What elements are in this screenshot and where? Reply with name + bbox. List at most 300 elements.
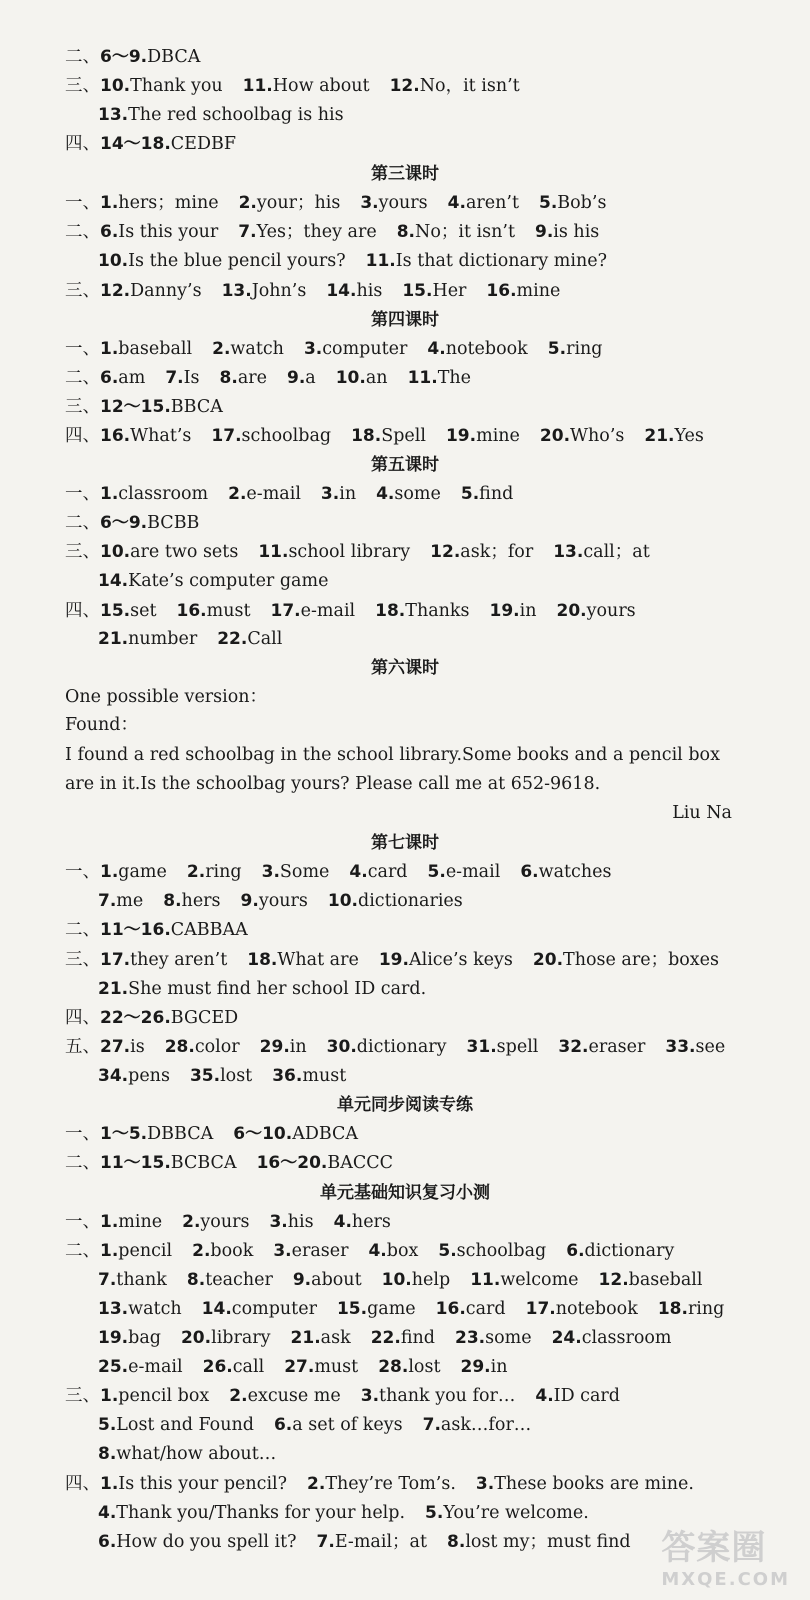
answer-text: bag bbox=[128, 1328, 161, 1348]
answer-line bbox=[65, 1152, 393, 1174]
answer-text: BCBCA bbox=[170, 1153, 237, 1173]
item-number: 13. bbox=[98, 1299, 129, 1319]
item-number: 16. bbox=[176, 601, 207, 621]
item-number: 5. bbox=[425, 1503, 444, 1523]
item-number: 9. bbox=[292, 1270, 312, 1290]
answer-text: e-mail bbox=[246, 484, 301, 504]
answer-text: color bbox=[194, 1037, 240, 1057]
item-number: 8. bbox=[163, 891, 182, 911]
item-number: 21. bbox=[98, 979, 129, 999]
answer-text: ask；for bbox=[460, 542, 534, 562]
item-number: 11～16. bbox=[100, 920, 171, 940]
answer-text: must bbox=[314, 1357, 359, 1377]
answer-text: set bbox=[130, 601, 157, 621]
answer-text: an bbox=[365, 368, 388, 388]
item-number: 28. bbox=[378, 1357, 409, 1377]
item-number: 5. bbox=[460, 484, 480, 504]
section-marker: 二、 bbox=[65, 368, 100, 388]
section-heading: 第三课时 bbox=[371, 164, 439, 184]
answer-text: Those are；boxes bbox=[563, 950, 720, 970]
answer-text: They’re Tom’s. bbox=[325, 1474, 456, 1494]
answer-line bbox=[65, 338, 603, 360]
item-number: 12. bbox=[430, 542, 461, 562]
section-marker: 三、 bbox=[65, 542, 100, 562]
item-number: 19. bbox=[489, 601, 520, 621]
item-number: 9. bbox=[534, 222, 554, 242]
answer-text: John’s bbox=[251, 281, 307, 301]
answer-text: pencil box bbox=[118, 1386, 210, 1406]
answer-line bbox=[98, 1414, 531, 1436]
item-number: 19. bbox=[98, 1328, 129, 1348]
section-marker: 二、 bbox=[65, 1241, 100, 1261]
answer-text: The red schoolbag is his bbox=[128, 105, 344, 125]
answer-line bbox=[65, 1007, 238, 1029]
answer-text: CABBAA bbox=[170, 920, 248, 940]
item-number: 13. bbox=[98, 105, 129, 125]
answer-text: in bbox=[519, 601, 537, 621]
section-marker: 三、 bbox=[65, 950, 100, 970]
item-number: 17. bbox=[525, 1299, 556, 1319]
item-number: 11～15. bbox=[100, 1153, 171, 1173]
answer-line bbox=[98, 104, 344, 126]
answer-text: thank you for… bbox=[379, 1386, 516, 1406]
item-number: 17. bbox=[211, 426, 242, 446]
item-number: 33. bbox=[665, 1037, 696, 1057]
item-number: 8. bbox=[396, 222, 415, 242]
answer-text: The bbox=[437, 368, 471, 388]
item-number: 4. bbox=[376, 484, 395, 504]
answer-line bbox=[65, 483, 513, 505]
answer-text: must bbox=[302, 1066, 347, 1086]
item-number: 5. bbox=[547, 339, 567, 359]
section-marker: 二、 bbox=[65, 222, 100, 242]
item-number: 6. bbox=[100, 368, 119, 388]
paragraph-line: Found： bbox=[65, 715, 138, 735]
answer-text: Spell bbox=[381, 426, 426, 446]
item-number: 27. bbox=[100, 1037, 131, 1057]
item-number: 9. bbox=[240, 891, 259, 911]
answer-text: card bbox=[367, 862, 408, 882]
item-number: 6～10. bbox=[233, 1124, 293, 1144]
item-number: 27. bbox=[284, 1357, 315, 1377]
answer-text: spell bbox=[496, 1037, 539, 1057]
item-number: 13. bbox=[221, 281, 252, 301]
answer-text: hers bbox=[351, 1212, 391, 1232]
answer-text: your；his bbox=[256, 193, 341, 213]
answer-text: schoolbag bbox=[456, 1241, 547, 1261]
item-number: 3. bbox=[360, 1386, 380, 1406]
answer-line bbox=[98, 1356, 507, 1378]
item-number: 1. bbox=[100, 1386, 119, 1406]
answer-line bbox=[98, 1502, 589, 1524]
item-number: 7. bbox=[165, 368, 184, 388]
answer-text: baseball bbox=[628, 1270, 703, 1290]
answer-text: CEDBF bbox=[170, 134, 236, 154]
item-number: 5. bbox=[438, 1241, 457, 1261]
paragraph-line: One possible version： bbox=[65, 687, 268, 707]
watermark-logo: 答案圈 MXQE.COM bbox=[661, 1528, 790, 1590]
item-number: 4. bbox=[333, 1212, 352, 1232]
answer-text: ring bbox=[205, 862, 242, 882]
answer-text: game bbox=[118, 862, 167, 882]
answer-text: No；it isn’t bbox=[415, 222, 515, 242]
item-number: 3. bbox=[269, 1212, 288, 1232]
section-heading: 单元同步阅读专练 bbox=[337, 1095, 473, 1115]
item-number: 6. bbox=[273, 1415, 293, 1435]
item-number: 8. bbox=[98, 1444, 117, 1464]
item-number: 5. bbox=[538, 193, 558, 213]
item-number: 3. bbox=[273, 1241, 292, 1261]
answer-text: library bbox=[211, 1328, 271, 1348]
answer-text: Is that dictionary mine? bbox=[395, 251, 608, 271]
item-number: 4. bbox=[98, 1503, 117, 1523]
item-number: 24. bbox=[551, 1328, 582, 1348]
item-number: 18. bbox=[657, 1299, 688, 1319]
answer-text: number bbox=[128, 629, 198, 649]
item-number: 20. bbox=[539, 426, 571, 446]
item-number: 19. bbox=[378, 950, 409, 970]
answer-text: thank bbox=[116, 1270, 167, 1290]
answer-text: Bob’s bbox=[557, 193, 607, 213]
item-number: 6. bbox=[98, 1532, 117, 1552]
section-marker: 四、 bbox=[65, 1474, 100, 1494]
paragraph-line: I found a red schoolbag in the school library.Some books and a pencil box bbox=[65, 745, 720, 765]
item-number: 28. bbox=[164, 1037, 195, 1057]
answer-text: notebook bbox=[445, 339, 528, 359]
item-number: 6～9. bbox=[100, 47, 148, 67]
answer-text: DBCA bbox=[147, 47, 201, 67]
item-number: 29. bbox=[259, 1037, 290, 1057]
item-number: 15. bbox=[100, 601, 131, 621]
answer-line bbox=[98, 628, 282, 650]
item-number: 14～18. bbox=[100, 134, 171, 154]
answer-text: is his bbox=[553, 222, 600, 242]
answer-text: hers；mine bbox=[118, 193, 219, 213]
answer-text: Some bbox=[279, 862, 330, 882]
answer-text: help bbox=[411, 1270, 451, 1290]
section-marker: 一、 bbox=[65, 1124, 100, 1144]
item-number: 32. bbox=[558, 1037, 589, 1057]
item-number: 2. bbox=[307, 1474, 326, 1494]
item-number: 16. bbox=[100, 426, 131, 446]
answer-text: baseball bbox=[118, 339, 193, 359]
answer-text: ask…for… bbox=[440, 1415, 532, 1435]
answer-text: classroom bbox=[581, 1328, 672, 1348]
answer-text: school library bbox=[288, 542, 411, 562]
answer-text: watches bbox=[538, 862, 612, 882]
item-number: 2. bbox=[192, 1241, 211, 1261]
answer-line bbox=[98, 1531, 631, 1553]
item-number: 20. bbox=[532, 950, 564, 970]
item-number: 14. bbox=[201, 1299, 232, 1319]
item-number: 15. bbox=[402, 281, 433, 301]
answer-line bbox=[65, 192, 606, 214]
item-number: 16～20. bbox=[256, 1153, 328, 1173]
item-number: 8. bbox=[186, 1270, 206, 1290]
section-marker: 三、 bbox=[65, 76, 100, 96]
answer-text: lost bbox=[220, 1066, 253, 1086]
item-number: 1～5. bbox=[100, 1124, 148, 1144]
section-marker: 一、 bbox=[65, 862, 100, 882]
item-number: 1. bbox=[100, 1212, 119, 1232]
answer-text: what/how about… bbox=[116, 1444, 277, 1464]
item-number: 2. bbox=[186, 862, 206, 882]
signature: Liu Na bbox=[672, 803, 732, 823]
answer-line bbox=[65, 541, 650, 563]
item-number: 6. bbox=[566, 1241, 585, 1261]
item-number: 4. bbox=[447, 193, 466, 213]
answer-text: pens bbox=[128, 1066, 170, 1086]
item-number: 12～15. bbox=[100, 397, 171, 417]
answer-text: ring bbox=[566, 339, 603, 359]
section-heading: 第六课时 bbox=[371, 658, 439, 678]
answer-text: teacher bbox=[205, 1270, 273, 1290]
section-marker: 三、 bbox=[65, 397, 100, 417]
section-marker: 五、 bbox=[65, 1037, 100, 1057]
item-number: 18. bbox=[375, 601, 406, 621]
answer-line bbox=[65, 1240, 674, 1262]
item-number: 6. bbox=[100, 222, 119, 242]
item-number: 3. bbox=[475, 1474, 495, 1494]
item-number: 10. bbox=[100, 76, 131, 96]
item-number: 8. bbox=[447, 1532, 466, 1552]
item-number: 10. bbox=[381, 1270, 412, 1290]
item-number: 7. bbox=[98, 891, 117, 911]
answer-line bbox=[65, 425, 704, 447]
answer-text: mine bbox=[516, 281, 561, 301]
answer-text: Call bbox=[247, 629, 283, 649]
item-number: 17. bbox=[100, 950, 131, 970]
item-number: 1. bbox=[100, 193, 119, 213]
answer-text: dictionary bbox=[356, 1037, 447, 1057]
answer-text: lost my；must find bbox=[465, 1532, 631, 1552]
answer-text: find bbox=[400, 1328, 435, 1348]
answer-line bbox=[65, 1211, 391, 1233]
item-number: 4. bbox=[427, 339, 446, 359]
answer-text: eraser bbox=[588, 1037, 646, 1057]
section-marker: 一、 bbox=[65, 339, 100, 359]
answer-text: box bbox=[386, 1241, 419, 1261]
item-number: 21. bbox=[644, 426, 675, 446]
item-number: 18. bbox=[351, 426, 382, 446]
section-marker: 四、 bbox=[65, 426, 100, 446]
answer-text: yours bbox=[586, 601, 636, 621]
answer-text: Who’s bbox=[570, 426, 625, 446]
item-number: 9. bbox=[286, 368, 306, 388]
item-number: 1. bbox=[100, 339, 119, 359]
item-number: 1. bbox=[100, 1241, 119, 1261]
answer-text: Thanks bbox=[405, 601, 470, 621]
answer-text: What are bbox=[277, 950, 359, 970]
answer-line bbox=[65, 1473, 694, 1495]
answer-text: book bbox=[210, 1241, 254, 1261]
item-number: 12. bbox=[389, 76, 420, 96]
section-marker: 三、 bbox=[65, 281, 100, 301]
answer-line bbox=[65, 919, 248, 941]
item-number: 3. bbox=[303, 339, 323, 359]
item-number: 12. bbox=[598, 1270, 629, 1290]
answer-text: in bbox=[490, 1357, 508, 1377]
item-number: 19. bbox=[445, 426, 477, 446]
answer-text: Yes bbox=[674, 426, 704, 446]
item-number: 10. bbox=[100, 542, 131, 562]
answer-text: call；at bbox=[583, 542, 650, 562]
item-number: 31. bbox=[466, 1037, 497, 1057]
item-number: 2. bbox=[228, 484, 247, 504]
answer-line bbox=[98, 250, 607, 272]
section-marker: 三、 bbox=[65, 1386, 100, 1406]
answer-line bbox=[98, 1065, 346, 1087]
answer-text: schoolbag bbox=[241, 426, 332, 446]
answer-text: Lost and Found bbox=[116, 1415, 254, 1435]
item-number: 20. bbox=[180, 1328, 212, 1348]
item-number: 16. bbox=[486, 281, 517, 301]
answer-line bbox=[65, 949, 719, 971]
item-number: 22. bbox=[370, 1328, 401, 1348]
item-number: 5. bbox=[427, 862, 446, 882]
item-number: 34. bbox=[98, 1066, 129, 1086]
answer-line bbox=[98, 1269, 702, 1291]
section-heading: 第四课时 bbox=[371, 310, 439, 330]
answer-text: Is bbox=[183, 368, 200, 388]
answer-line bbox=[65, 512, 199, 534]
answer-text: about bbox=[311, 1270, 362, 1290]
section-marker: 一、 bbox=[65, 484, 100, 504]
item-number: 15. bbox=[336, 1299, 368, 1319]
answer-line bbox=[98, 978, 426, 1000]
answer-text: Yes；they are bbox=[256, 222, 377, 242]
answer-line bbox=[65, 396, 223, 418]
answer-text: am bbox=[118, 368, 146, 388]
section-marker: 四、 bbox=[65, 134, 100, 154]
answer-line bbox=[65, 46, 200, 68]
answer-text: Thank you/Thanks for your help. bbox=[116, 1503, 406, 1523]
answer-text: Is the blue pencil yours? bbox=[128, 251, 346, 271]
item-number: 2. bbox=[182, 1212, 201, 1232]
item-number: 3. bbox=[360, 193, 379, 213]
answer-text: You’re welcome. bbox=[443, 1503, 589, 1523]
item-number: 8. bbox=[219, 368, 238, 388]
answer-text: pencil bbox=[118, 1241, 173, 1261]
answer-line bbox=[65, 75, 520, 97]
answer-text: excuse me bbox=[247, 1386, 341, 1406]
item-number: 14. bbox=[98, 571, 129, 591]
answer-text: ask bbox=[320, 1328, 351, 1348]
answer-line bbox=[65, 221, 599, 243]
item-number: 22. bbox=[217, 629, 248, 649]
answer-line bbox=[98, 1327, 672, 1349]
item-number: 18. bbox=[247, 950, 278, 970]
answer-line bbox=[65, 1123, 358, 1145]
answer-text: a set of keys bbox=[292, 1415, 403, 1435]
item-number: 17. bbox=[270, 601, 301, 621]
answer-text: classroom bbox=[118, 484, 209, 504]
answer-text: find bbox=[479, 484, 514, 504]
answer-text: computer bbox=[322, 339, 408, 359]
answer-line bbox=[98, 570, 328, 592]
section-marker: 四、 bbox=[65, 601, 100, 621]
item-number: 11. bbox=[258, 542, 289, 562]
item-number: 16. bbox=[435, 1299, 466, 1319]
section-heading: 单元基础知识复习小测 bbox=[320, 1183, 490, 1203]
section-heading: 第七课时 bbox=[371, 833, 439, 853]
answer-text: in bbox=[339, 484, 357, 504]
answer-text: in bbox=[289, 1037, 307, 1057]
answer-line bbox=[65, 600, 636, 622]
answer-text: yours bbox=[378, 193, 428, 213]
item-number: 22～26. bbox=[100, 1008, 171, 1028]
answer-text: e-mail bbox=[128, 1357, 183, 1377]
answer-text: ring bbox=[687, 1299, 725, 1319]
answer-text: are bbox=[237, 368, 267, 388]
answer-text: some bbox=[485, 1328, 532, 1348]
answer-line bbox=[98, 890, 463, 912]
answer-text: computer bbox=[231, 1299, 317, 1319]
answer-text: Danny’s bbox=[130, 281, 202, 301]
answer-text: e-mail bbox=[300, 601, 356, 621]
answer-line bbox=[65, 1036, 725, 1058]
answer-text: yours bbox=[258, 891, 308, 911]
item-number: 3. bbox=[261, 862, 280, 882]
item-number: 12. bbox=[100, 281, 131, 301]
item-number: 6～9. bbox=[100, 513, 148, 533]
answer-text: Her bbox=[432, 281, 467, 301]
answer-text: She must find her school ID card. bbox=[128, 979, 427, 999]
answer-text: Thank you bbox=[130, 76, 223, 96]
paragraph-line: are in it.Is the schoolbag yours? Please call me at 652-9618. bbox=[65, 774, 601, 794]
item-number: 20. bbox=[556, 601, 587, 621]
answer-line bbox=[65, 280, 560, 302]
answer-text: yours bbox=[200, 1212, 250, 1232]
answer-text: is bbox=[130, 1037, 145, 1057]
item-number: 10. bbox=[98, 251, 129, 271]
answer-text: BCBB bbox=[147, 513, 200, 533]
item-number: 21. bbox=[290, 1328, 321, 1348]
answer-text: hers bbox=[181, 891, 221, 911]
answer-text: Kate’s computer game bbox=[128, 571, 329, 591]
answer-text: ID card bbox=[553, 1386, 620, 1406]
answer-line bbox=[98, 1443, 276, 1465]
item-number: 5. bbox=[98, 1415, 117, 1435]
item-number: 26. bbox=[202, 1357, 233, 1377]
item-number: 2. bbox=[229, 1386, 248, 1406]
answer-text: his bbox=[287, 1212, 314, 1232]
item-number: 7. bbox=[238, 222, 257, 242]
answer-text: must bbox=[206, 601, 251, 621]
answer-text: BBCA bbox=[170, 397, 223, 417]
answer-line bbox=[98, 1298, 724, 1320]
answer-text: some bbox=[394, 484, 441, 504]
item-number: 2. bbox=[238, 193, 257, 213]
item-number: 6. bbox=[520, 862, 539, 882]
answer-text: game bbox=[367, 1299, 416, 1319]
answer-text: E-mail；at bbox=[334, 1532, 428, 1552]
answer-text: These books are mine. bbox=[494, 1474, 694, 1494]
answer-text: BGCED bbox=[170, 1008, 239, 1028]
answer-text: watch bbox=[128, 1299, 182, 1319]
item-number: 14. bbox=[326, 281, 357, 301]
answer-text: notebook bbox=[555, 1299, 638, 1319]
section-heading: 第五课时 bbox=[371, 455, 439, 475]
item-number: 7. bbox=[316, 1532, 335, 1552]
answer-text: they aren’t bbox=[130, 950, 228, 970]
section-marker: 二、 bbox=[65, 1153, 100, 1173]
answer-text: How do you spell it? bbox=[116, 1532, 297, 1552]
item-number: 11. bbox=[242, 76, 273, 96]
section-marker: 四、 bbox=[65, 1008, 100, 1028]
answer-text: mine bbox=[476, 426, 520, 446]
answer-text: are two sets bbox=[130, 542, 239, 562]
